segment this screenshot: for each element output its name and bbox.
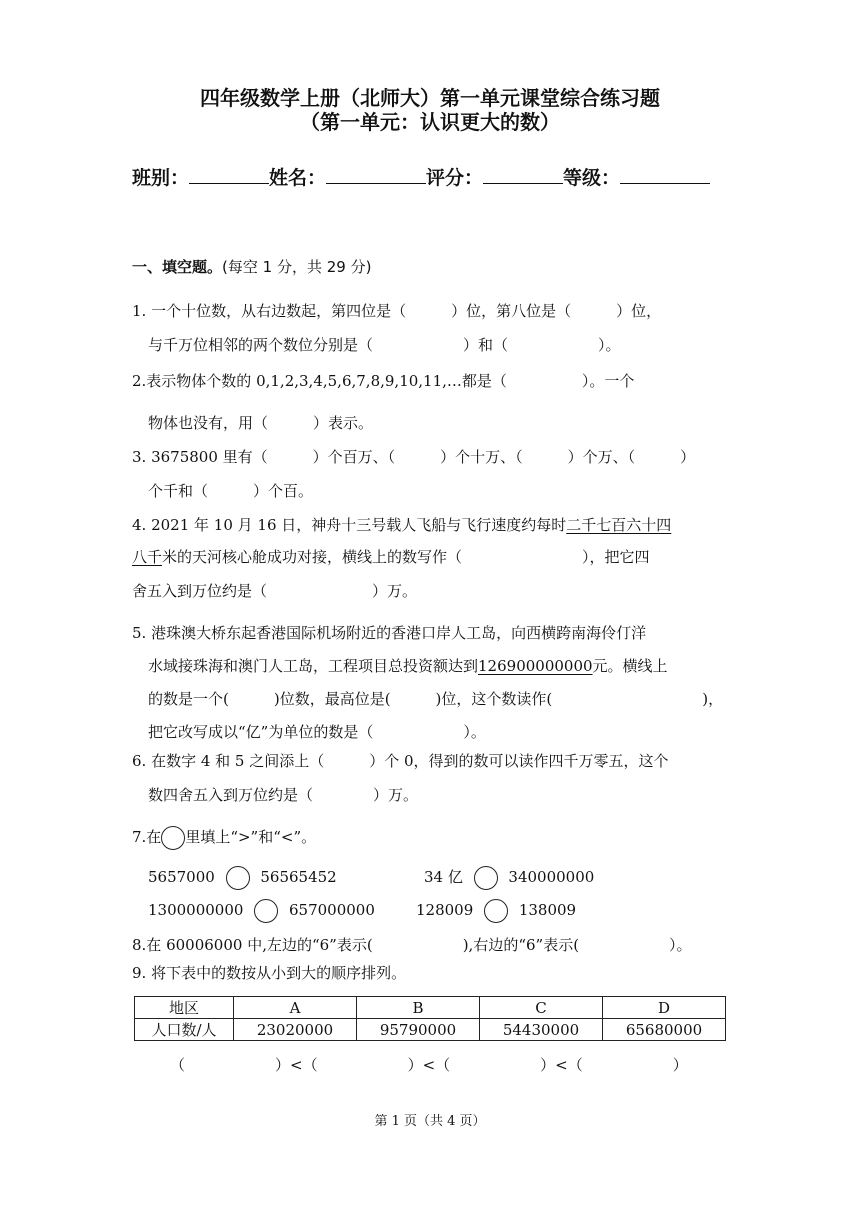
question-2-line-2: 物体也没有，用（ ）表示。 bbox=[148, 414, 374, 432]
compare-circle[interactable] bbox=[226, 866, 250, 890]
page-footer: 第 1 页（共 4 页） bbox=[374, 1114, 486, 1129]
question-7-text: 7.在 bbox=[132, 828, 162, 846]
name-blank[interactable] bbox=[326, 165, 426, 184]
table-row bbox=[135, 1019, 726, 1041]
question-4-line-2 bbox=[132, 546, 650, 567]
compare-row-2-right bbox=[416, 899, 576, 923]
question-5-text-2: 元。横线上 bbox=[592, 657, 668, 675]
compare-circle[interactable] bbox=[474, 866, 498, 890]
question-3-line-2: 个千和（ ）个百。 bbox=[148, 482, 314, 500]
compare-value: 657000000 bbox=[289, 901, 375, 919]
circle-symbol bbox=[161, 826, 185, 850]
question-7-text-2: 里填上“>”和“<”。 bbox=[185, 828, 317, 846]
question-7-line-1 bbox=[132, 826, 316, 850]
population-table bbox=[134, 996, 726, 1041]
question-9-line-1: 9. 将下表中的数按从小到大的顺序排列。 bbox=[132, 964, 407, 982]
section-heading bbox=[132, 256, 371, 277]
underlined-number-text-cont: 八千 bbox=[132, 548, 163, 566]
table-cell: 人口数/人 bbox=[135, 1019, 234, 1041]
name-label: 姓名： bbox=[269, 167, 327, 189]
section-note: (每空 1 分，共 29 分) bbox=[222, 258, 372, 276]
question-8-line-1: 8.在 60006000 中,左边的“6”表示( ),右边的“6”表示( ）。 bbox=[132, 936, 692, 954]
table-cell: 23020000 bbox=[234, 1019, 357, 1041]
table-header-cell: B bbox=[357, 997, 480, 1019]
question-1-line-2: 与千万位相邻的两个数位分别是（ ）和（ ）。 bbox=[148, 336, 621, 354]
grade-label: 等级： bbox=[563, 167, 621, 189]
order-answer-line: （ ）<（ ）<（ ）<（ ） bbox=[170, 1056, 688, 1074]
question-5-line-4: 把它改写成以“亿”为单位的数是（ ）。 bbox=[148, 723, 486, 741]
question-6-line-1: 6. 在数字 4 和 5 之间添上（ ）个 0，得到的数可以读作四千万零五，这个 bbox=[132, 752, 669, 770]
score-label: 评分： bbox=[426, 167, 484, 189]
table-cell: 95790000 bbox=[357, 1019, 480, 1041]
compare-value: 56565452 bbox=[260, 868, 337, 886]
grade-blank[interactable] bbox=[620, 165, 710, 184]
header-fields bbox=[132, 163, 710, 190]
compare-value: 5657000 bbox=[148, 868, 215, 886]
question-5-line-3: 的数是一个( )位数，最高位是( )位，这个数读作( )， bbox=[148, 690, 724, 708]
question-6-line-2: 数四舍五入到万位约是（ ）万。 bbox=[148, 786, 419, 804]
compare-circle[interactable] bbox=[484, 899, 508, 923]
table-header-row bbox=[135, 997, 726, 1019]
question-2-line-1: 2.表示物体个数的 0,1,2,3,4,5,6,7,8,9,10,11,…都是（ ）。一个 bbox=[132, 372, 635, 390]
page-title: 四年级数学上册（北师大）第一单元课堂综合练习题 bbox=[200, 86, 660, 110]
question-5-line-2 bbox=[148, 655, 668, 676]
class-blank[interactable] bbox=[189, 165, 269, 184]
section-title: 一、填空题。 bbox=[132, 258, 223, 276]
compare-value: 128009 bbox=[416, 901, 474, 919]
compare-row-1-left bbox=[148, 866, 337, 890]
underlined-number-text: 二千七百六十四 bbox=[566, 516, 672, 534]
question-3-line-1: 3. 3675800 里有（ ）个百万、（ ）个十万、（ ）个万、（ ） bbox=[132, 448, 696, 466]
page-subtitle: （第一单元：认识更大的数） bbox=[300, 110, 560, 134]
compare-value: 1300000000 bbox=[148, 901, 244, 919]
compare-circle[interactable] bbox=[254, 899, 278, 923]
compare-value: 138009 bbox=[518, 901, 577, 919]
question-1-line-1: 1. 一个十位数，从右边数起，第四位是（ ）位，第八位是（ ）位， bbox=[132, 302, 662, 320]
table-header-cell: C bbox=[480, 997, 603, 1019]
compare-value: 340000000 bbox=[508, 868, 595, 886]
compare-row-1-right bbox=[424, 866, 594, 890]
question-4-text: 4. 2021 年 10 月 16 日，神舟十三号载人飞船与飞行速度约每时 bbox=[132, 516, 567, 534]
table-cell: 65680000 bbox=[603, 1019, 726, 1041]
question-4-line-1 bbox=[132, 514, 671, 535]
class-label: 班别： bbox=[132, 167, 190, 189]
question-5-line-1: 5. 港珠澳大桥东起香港国际机场附近的香港口岸人工岛，向西横跨南海伶仃洋 bbox=[132, 624, 647, 642]
table-header-cell: 地区 bbox=[135, 997, 234, 1019]
compare-value: 34 亿 bbox=[424, 868, 463, 886]
table-cell: 54430000 bbox=[480, 1019, 603, 1041]
score-blank[interactable] bbox=[483, 165, 563, 184]
underlined-investment: 126900000000 bbox=[478, 657, 593, 675]
table-header-cell: D bbox=[603, 997, 726, 1019]
question-4-text-2: 米的天河核心舱成功对接，横线上的数写作（ ），把它四 bbox=[162, 548, 650, 566]
table-header-cell: A bbox=[234, 997, 357, 1019]
question-4-line-3: 舍五入到万位约是（ ）万。 bbox=[132, 582, 418, 600]
compare-row-2-left bbox=[148, 899, 375, 923]
question-5-text: 水域接珠海和澳门人工岛，工程项目总投资额达到 bbox=[148, 657, 479, 675]
